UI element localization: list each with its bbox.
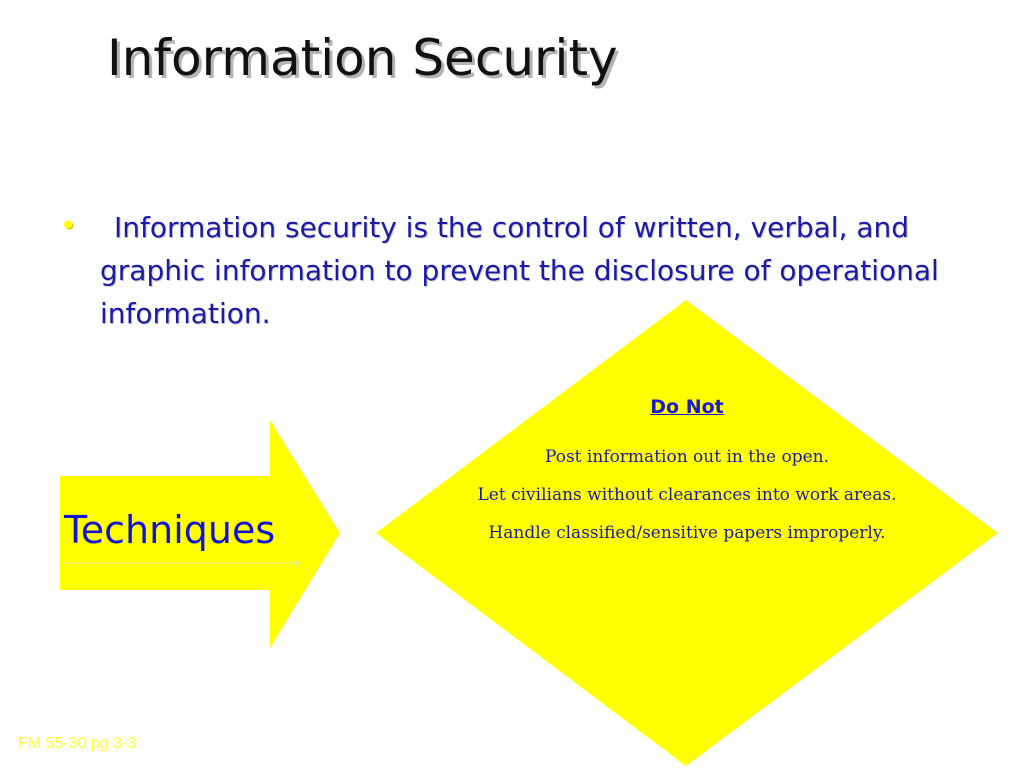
source-footnote: FM 55-30 pg 3-3 [18, 735, 137, 752]
techniques-label: Techniques [64, 508, 276, 552]
bullet-text: Information security is the control of written, verbal, and graphic information to prevent the disclosure of operational information. [100, 211, 939, 330]
do-not-item: Let civilians without clearances into work areas. [477, 485, 897, 505]
do-not-item: Handle classified/sensitive papers improperly. [488, 523, 886, 543]
do-not-content [387, 396, 987, 552]
do-not-item: Post information out in the open. [544, 447, 830, 467]
bullet-marker: • [60, 209, 77, 242]
do-not-heading: Do Not [650, 396, 724, 418]
slide-title: Information Security [107, 29, 618, 87]
